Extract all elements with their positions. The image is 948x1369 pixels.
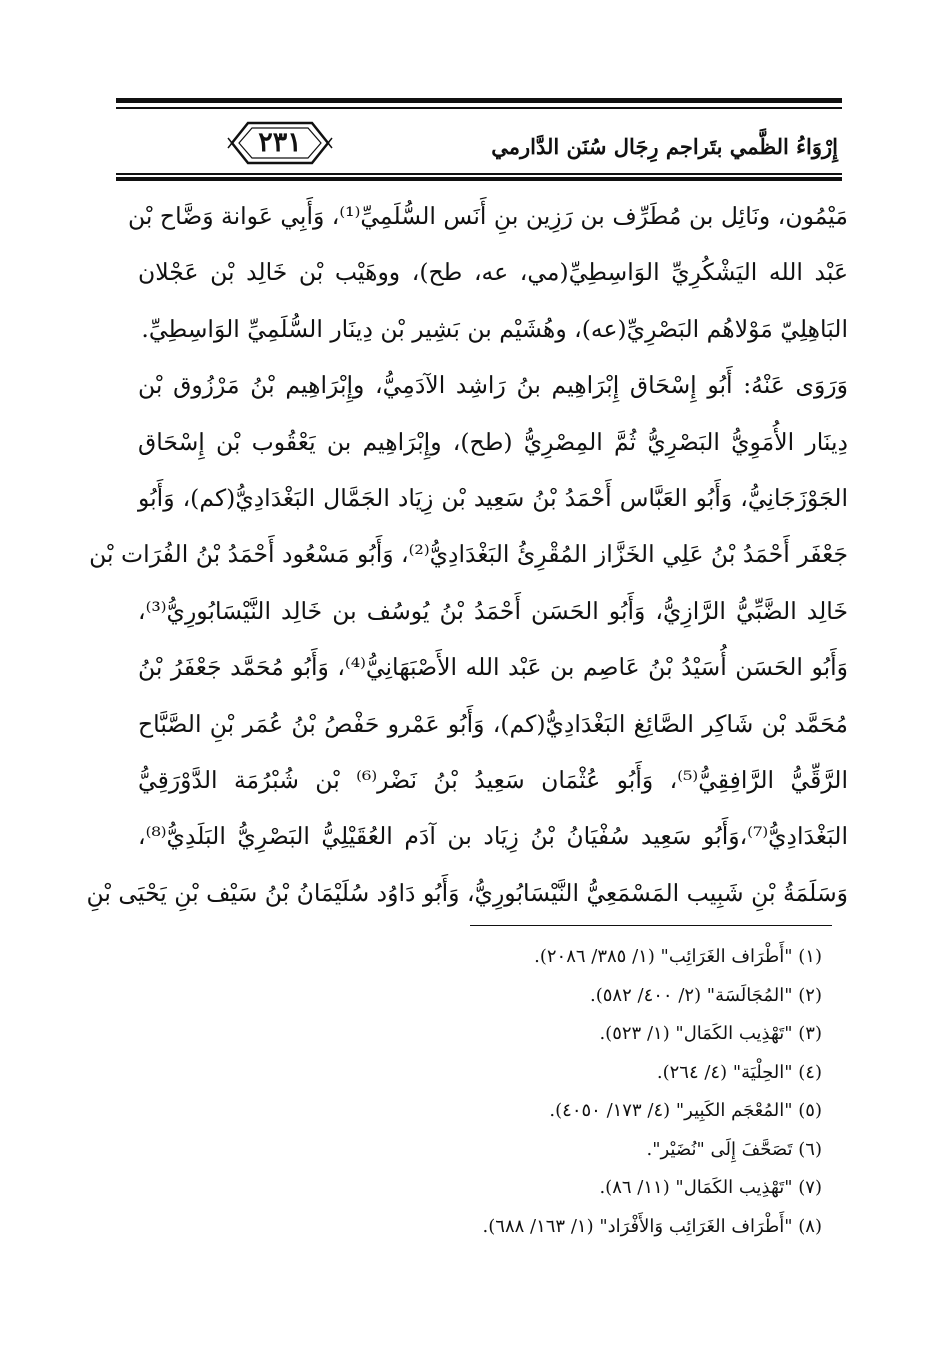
header-rule-bottom-thick: [116, 177, 842, 181]
text-line: جَعْفَر أَحْمَدُ بْنُ عَلِي الخَزَّاز المُقْرِئُ البَغْدَادِيُّ⁽²⁾، وَأَبُو مَسْعُود أَحْمَدُ بْنُ الفُرَات بْن: [89, 540, 848, 569]
text-line: مَيْمُون، ونَائِل بن مُطَرِّف بن رَزِين بنِ أَنَس السُّلَمِيِّ⁽¹⁾، وَأَبِي عَوانة وَضَّاح بْن: [128, 202, 848, 230]
header-rule-top-thick: [116, 98, 842, 103]
text-line: وَسَلَمَةُ بْنِ شَبِيب المَسْمَعِيُّ النَّيْسَابُورِيُّ، وَأَبُو دَاوُد سُلَيْمَانُ بْنُ سَيْف بْنِ يَحْيَى بْنِ: [86, 878, 848, 907]
footnote-separator: [470, 925, 832, 926]
text-line: خَالِد الضَّبِّيُّ الرَّازِيُّ، وَأَبُو الحَسَن أَحْمَدُ بْنُ يُوسُف بن خَالِد النَّيْسَابُورِيُّ⁽³⁾،: [138, 596, 848, 625]
footnotes: [262, 938, 822, 1246]
footnote: (١) "أَطْرَاف الغَرَائِب" (١/ ٣٨٥/ ٢٠٨٦).: [534, 946, 822, 967]
footnote: (٦) تَصَحَّفَ إِلَى "نُضَيْر".: [646, 1138, 822, 1160]
text-line: وَأَبُو الحَسَن أُسَيْدُ بْنُ عَاصِم بن عَبْد الله الأَصْبَهَانِيُّ⁽⁴⁾، وَأَبُو مُحَمَّد جَعْفَرُ بْنُ: [138, 653, 849, 682]
footnote: (٨) "أَطْرَاف الغَرَائِب وَالأَفْرَاد" (١/ ١٦٣/ ٦٨٨).: [482, 1215, 822, 1237]
text-line: البَاهِلِيّ مَوْلاهُم البَصْرِيِّ(عه)، وهُشَيْم بن بَشِير بْن دِينَار السُّلَمِيِّ الوَاسِطِيِّ.: [141, 314, 848, 343]
main-text: [86, 188, 849, 921]
footnote: (٤) "الحِلْيَة" (٤/ ٢٦٤).: [656, 1061, 822, 1083]
text-line: الرَّقِّيُّ الرَّافِقِيُّ⁽⁵⁾، وَأَبُو عُثْمَان سَعِيدُ بْنُ نَضْر⁽⁶⁾ بْن شُبْرُمَة الدَّوْرَقِيُّ: [138, 765, 848, 794]
footnote: (٣) "تَهْذِيب الكَمَال" (١/ ٥٢٣).: [599, 1023, 822, 1044]
text-line: دِينَار الأُمَوِيُّ البَصْرِيُّ ثُمَّ المِصْرِيُّ (طح)، وإِبْرَاهِيم بن يَعْقُوب بْن إِسْحَاق: [138, 427, 848, 456]
footnote: (٧) "تَهْذِيب الكَمَال" (١١/ ٨٦).: [599, 1177, 822, 1198]
text-line: البَغْدَادِيُّ⁽⁷⁾،وَأَبُو سَعِيد سُفْيَانُ بْنُ زِيَاد بن آدَم العُقَيْلِيُّ البَصْرِيُّ البَلَدِيُّ⁽⁸⁾،: [138, 822, 848, 851]
page-number-badge: [228, 120, 332, 166]
running-title: إِرْوَاءُ الظَّمي بتَراجم رِجَال سُنَن الدَّارمي: [491, 134, 838, 159]
page-header: [116, 98, 842, 178]
page-number: ٢٣١: [258, 127, 302, 158]
text-line: الجَوْزَجَانِيُّ، وَأَبُو العَبَّاس أَحْمَدُ بْنُ سَعِيد بْن زِيَاد الجَمَّال البَغْدَادِيُّ(كم)، وَأَبُو: [138, 483, 848, 512]
text-line: مُحَمَّد بْن شَاكِر الصَّائِغ البَغْدَادِيُّ(كم)، وَأَبُو عَمْرو حَفْصُ بْنُ عُمَر بْنِ الصَّبَّاح: [138, 709, 848, 738]
footnote: (٢) "المُجَالَسَة" (٢/ ٤٠٠/ ٥٨٢).: [590, 984, 822, 1006]
header-rule-bottom-thin: [116, 173, 842, 175]
text-line: عَبْد الله اليَشْكُرِيِّ الوَاسِطِيِّ(مي، عه، طح)، ووهَيْب بْن خَالِد بْن عَجْلان: [138, 258, 848, 287]
footnote: (٥) "المُعْجَم الكَبِير" (٤/ ١٧٣/ ٤٠٥٠).: [549, 1100, 822, 1121]
text-line: وَرَوَى عَنْهُ: أَبُو إِسْحَاق إِبْرَاهِيم بنُ رَاشِد الآدَمِيُّ، وإِبْرَاهِيم بْنُ مَرْزُوق بْن: [138, 371, 848, 400]
header-rule-top-thin: [116, 107, 842, 109]
